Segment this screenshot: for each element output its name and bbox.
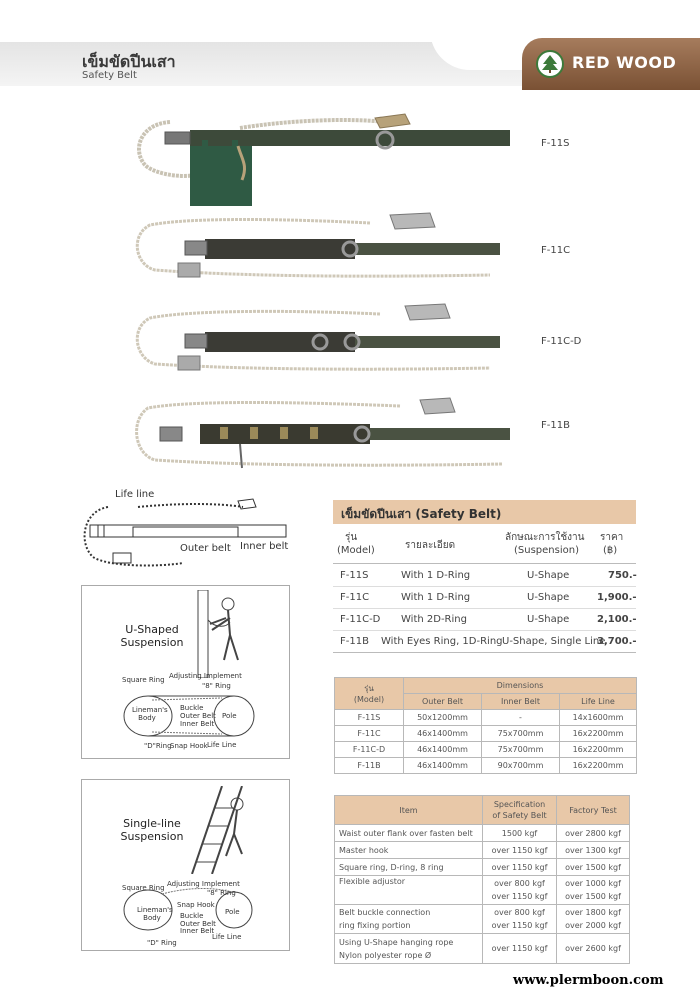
price-head-detail: รายละเอียด bbox=[405, 540, 456, 551]
price-head-model-th: รุ่น bbox=[345, 532, 358, 543]
price-row-usage: U-Shape, Single Line bbox=[502, 636, 606, 647]
spec-cell-spec bbox=[483, 905, 557, 934]
price-row-detail: With 2D-Ring bbox=[401, 614, 467, 625]
table-row bbox=[335, 876, 630, 905]
dim-cell-outer: 46x1400mm bbox=[404, 758, 482, 774]
dim-cell-inner: 90x700mm bbox=[482, 758, 560, 774]
s-label-pole: Pole bbox=[225, 908, 240, 916]
price-head-usage-th: ลักษณะการใช้งาน bbox=[505, 532, 585, 543]
dimensions-table bbox=[334, 677, 637, 774]
u-label-snap-hook: Snap Hook bbox=[170, 742, 208, 750]
price-row-usage: U-Shape bbox=[527, 592, 570, 603]
spec-head-test: Factory Test bbox=[557, 796, 630, 825]
spec-cell-test: over 2800 kgf bbox=[557, 825, 630, 842]
pine-tree-icon bbox=[536, 50, 564, 78]
price-head-price-th: ราคา bbox=[600, 532, 624, 543]
spec-cell-item bbox=[335, 934, 483, 964]
s-panel-title-line1: Single-line bbox=[123, 817, 181, 830]
s-label-buckle: Buckle bbox=[180, 912, 204, 920]
dim-cell-model: F-11C bbox=[335, 726, 404, 742]
lineman-on-pole-illustration bbox=[190, 590, 250, 678]
table-row bbox=[335, 859, 630, 876]
u-label-d-ring: "D"Ring bbox=[144, 742, 172, 750]
price-divider bbox=[333, 652, 636, 653]
dim-head-model bbox=[335, 678, 404, 710]
price-row-price: 750.- bbox=[608, 570, 637, 581]
diagram-label-inner-belt: Inner belt bbox=[240, 541, 289, 552]
s-label-adjusting: Adjusting Implement bbox=[167, 880, 240, 888]
u-label-eight-ring: "8" Ring bbox=[202, 682, 231, 690]
u-panel-title bbox=[102, 623, 202, 649]
dim-cell-life: 16x2200mm bbox=[560, 726, 637, 742]
table-row bbox=[335, 825, 630, 842]
s-label-eight-ring: "8" Ring bbox=[207, 889, 236, 897]
price-row-usage: U-Shape bbox=[527, 614, 570, 625]
table-row bbox=[335, 710, 637, 726]
item-text: Nylon polyester rope Ø bbox=[339, 950, 432, 960]
spec-cell-item: Flexible adjustor bbox=[335, 876, 483, 905]
dim-head-model-th: รุ่น bbox=[364, 683, 374, 693]
u-label-outer-belt: Outer Belt bbox=[180, 712, 216, 720]
spec-head-spec-line1: Specification bbox=[493, 800, 546, 809]
price-row-model: F-11S bbox=[340, 570, 369, 581]
price-head-usage-en: (Suspension) bbox=[514, 545, 579, 556]
u-label-life-line: Life Line bbox=[207, 741, 237, 749]
dim-cell-model: F-11B bbox=[335, 758, 404, 774]
price-row-detail: With 1 D-Ring bbox=[401, 592, 471, 603]
diagram-label-life-line: Life line bbox=[115, 489, 155, 500]
s-label-body: Lineman's Body bbox=[137, 906, 173, 922]
product-photo-f11s bbox=[130, 110, 520, 210]
page-title-thai: เข็มขัดปีนเสา bbox=[82, 52, 176, 71]
spec-head-item: Item bbox=[335, 796, 483, 825]
item-text: Belt buckle connection bbox=[339, 908, 431, 917]
price-divider bbox=[333, 586, 636, 587]
spec-cell-spec: over 1150 kgf bbox=[483, 842, 557, 859]
spec-value: over 800 kgf bbox=[494, 879, 545, 888]
test-value: over 1000 kgf bbox=[565, 879, 621, 888]
u-label-inner-belt: Inner Belt bbox=[180, 720, 215, 728]
price-row-detail: With 1 D-Ring bbox=[401, 570, 471, 581]
spec-cell-test bbox=[557, 876, 630, 905]
dim-cell-model: F-11S bbox=[335, 710, 404, 726]
table-row bbox=[335, 758, 637, 774]
product-label-f11s: F-11S bbox=[541, 138, 570, 149]
test-value: over 1800 kgf bbox=[565, 908, 621, 917]
price-row-price: 3,700.- bbox=[597, 636, 637, 647]
spec-cell-item: Master hook bbox=[335, 842, 483, 859]
dim-cell-outer: 46x1400mm bbox=[404, 726, 482, 742]
dim-cell-model: F-11C-D bbox=[335, 742, 404, 758]
price-row-detail: With Eyes Ring, 1D-Ring bbox=[381, 636, 503, 647]
s-label-square-ring: Square Ring bbox=[122, 884, 165, 892]
spec-head-spec-line2: of Safety Belt bbox=[492, 811, 547, 820]
s-label-life-line: Life Line bbox=[212, 933, 242, 941]
belt-diagram bbox=[78, 495, 293, 570]
item-text: Using U-Shape hanging rope bbox=[339, 937, 454, 947]
table-row bbox=[335, 934, 630, 964]
u-label-adjusting: Adjusting Implement bbox=[169, 672, 242, 680]
test-value: over 2000 kgf bbox=[565, 921, 621, 930]
price-head-price-unit: (฿) bbox=[603, 545, 618, 556]
website-url: www.plermboon.com bbox=[513, 973, 664, 988]
u-label-square-ring: Square Ring bbox=[122, 676, 165, 684]
spec-cell-test: over 1500 kgf bbox=[557, 859, 630, 876]
spec-value: over 1150 kgf bbox=[491, 892, 548, 901]
u-panel-title-line1: U-Shaped bbox=[125, 623, 179, 636]
product-photo-f11cd bbox=[130, 300, 520, 380]
dim-cell-life: 16x2200mm bbox=[560, 742, 637, 758]
page-title-english: Safety Belt bbox=[82, 70, 137, 81]
s-label-d-ring: "D" Ring bbox=[147, 939, 177, 947]
product-label-f11cd: F-11C-D bbox=[541, 336, 582, 347]
price-divider bbox=[333, 630, 636, 631]
price-divider bbox=[333, 608, 636, 609]
single-line-suspension-panel bbox=[81, 779, 290, 951]
s-panel-title-line2: Suspension bbox=[120, 830, 184, 843]
s-label-snap-hook: Snap Hook bbox=[177, 901, 215, 909]
dim-head-dimensions: Dimensions bbox=[404, 678, 637, 694]
product-label-f11c: F-11C bbox=[541, 245, 571, 256]
spec-cell-test bbox=[557, 905, 630, 934]
brand-name: RED WOOD bbox=[572, 53, 677, 72]
price-head-model-en: (Model) bbox=[337, 545, 375, 556]
item-text: ring fixing portion bbox=[339, 921, 411, 930]
dim-cell-inner: 75x700mm bbox=[482, 742, 560, 758]
dim-head-inner: Inner Belt bbox=[482, 694, 560, 710]
dim-head-life: Life Line bbox=[560, 694, 637, 710]
dim-cell-outer: 46x1400mm bbox=[404, 742, 482, 758]
dim-cell-inner: - bbox=[482, 710, 560, 726]
u-panel-title-line2: Suspension bbox=[120, 636, 184, 649]
spec-cell-item bbox=[335, 905, 483, 934]
brand-banner bbox=[522, 38, 700, 90]
s-label-outer-belt: Outer Belt bbox=[180, 920, 216, 928]
spec-cell-test: over 2600 kgf bbox=[557, 934, 630, 964]
dim-cell-inner: 75x700mm bbox=[482, 726, 560, 742]
dim-cell-outer: 50x1200mm bbox=[404, 710, 482, 726]
price-divider bbox=[333, 563, 636, 564]
spec-value: over 800 kgf bbox=[494, 908, 545, 917]
spec-cell-item: Waist outer flank over fasten belt bbox=[335, 825, 483, 842]
u-label-pole: Pole bbox=[222, 712, 237, 720]
spec-cell-spec: over 1150 kgf bbox=[483, 859, 557, 876]
product-photo-f11c bbox=[130, 205, 520, 285]
table-row bbox=[335, 742, 637, 758]
dim-head-outer: Outer Belt bbox=[404, 694, 482, 710]
s-label-inner-belt: Inner Belt bbox=[180, 927, 215, 935]
table-row bbox=[335, 726, 637, 742]
spec-head-spec bbox=[483, 796, 557, 825]
table-row bbox=[335, 905, 630, 934]
u-label-body: Lineman's Body bbox=[132, 706, 168, 722]
specification-table bbox=[334, 795, 630, 964]
dim-head-model-en: (Model) bbox=[353, 694, 385, 704]
test-value: over 1500 kgf bbox=[565, 892, 621, 901]
u-shaped-suspension-panel bbox=[81, 585, 290, 759]
diagram-label-outer-belt: Outer belt bbox=[180, 543, 231, 554]
spec-cell-item: Square ring, D-ring, 8 ring bbox=[335, 859, 483, 876]
dim-cell-life: 16x2200mm bbox=[560, 758, 637, 774]
table-row bbox=[335, 842, 630, 859]
product-photo-f11b bbox=[130, 392, 520, 474]
price-table-title: เข็มขัดปีนเสา (Safety Belt) bbox=[341, 507, 502, 521]
price-row-model: F-11B bbox=[340, 636, 369, 647]
spec-cell-test: over 1300 kgf bbox=[557, 842, 630, 859]
price-row-price: 1,900.- bbox=[597, 592, 637, 603]
spec-cell-spec: 1500 kgf bbox=[483, 825, 557, 842]
spec-cell-spec bbox=[483, 876, 557, 905]
spec-cell-spec: over 1150 kgf bbox=[483, 934, 557, 964]
price-row-model: F-11C-D bbox=[340, 614, 381, 625]
price-row-usage: U-Shape bbox=[527, 570, 570, 581]
spec-value: over 1150 kgf bbox=[491, 921, 548, 930]
lineman-on-ladder-illustration bbox=[182, 786, 262, 874]
price-row-price: 2,100.- bbox=[597, 614, 637, 625]
product-label-f11b: F-11B bbox=[541, 420, 570, 431]
u-label-buckle: Buckle bbox=[180, 704, 204, 712]
price-row-model: F-11C bbox=[340, 592, 370, 603]
dim-cell-life: 14x1600mm bbox=[560, 710, 637, 726]
